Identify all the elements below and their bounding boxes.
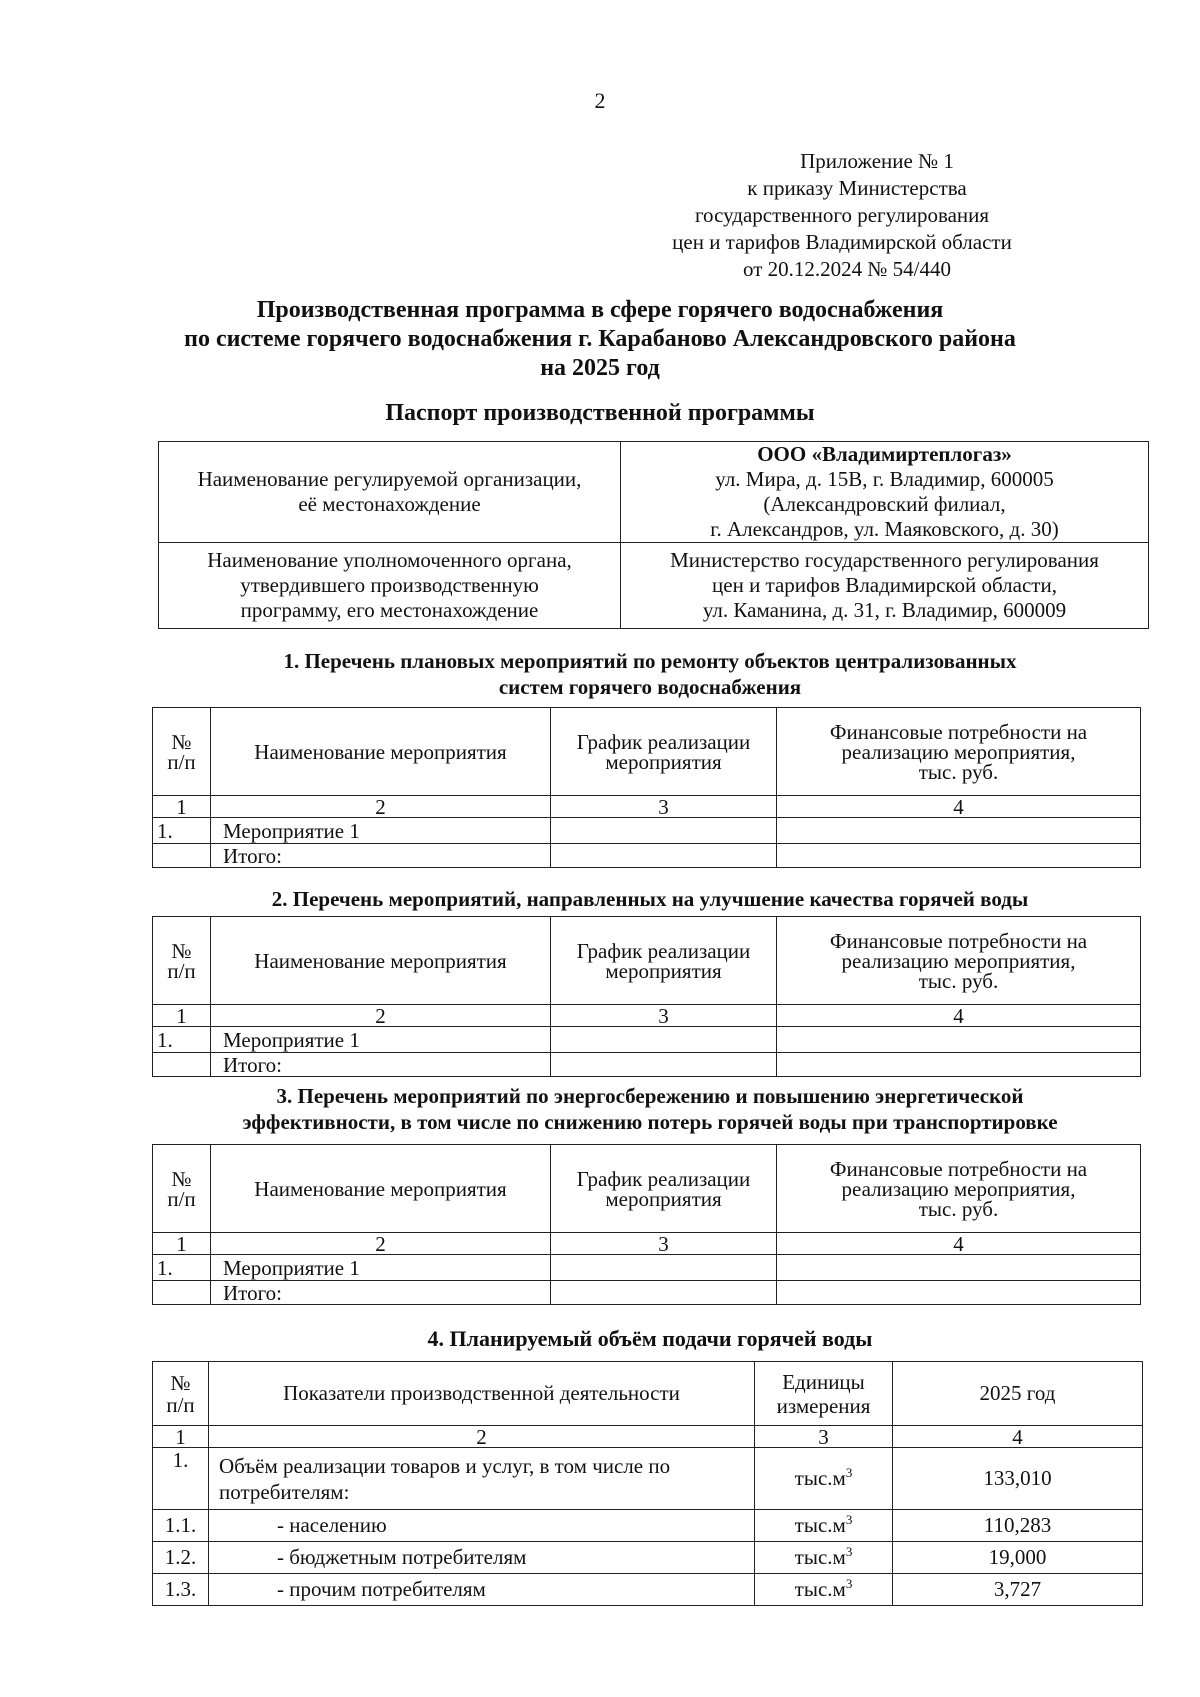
table-header-row: [153, 917, 1141, 1005]
cell-text: ул. Мира, д. 15В, г. Владимир, 600005: [715, 467, 1054, 491]
column-number: 3: [551, 796, 777, 818]
table-cell: [159, 442, 621, 543]
header-name: Наименование мероприятия: [211, 708, 551, 796]
section-3-table: [152, 1144, 1141, 1305]
column-number: 4: [777, 1005, 1141, 1027]
row-value: 19,000: [893, 1542, 1143, 1574]
empty-cell: [551, 844, 777, 868]
header-schedule: График реализации мероприятия: [551, 1145, 777, 1233]
table-row: [153, 844, 1141, 868]
header-num: № п/п: [153, 708, 211, 796]
section-4-title: 4. Планируемый объём подачи горячей воды: [427, 1326, 873, 1351]
column-number: 1: [153, 1005, 211, 1027]
header-indicator: Показатели производственной деятельности: [209, 1362, 755, 1426]
cell-text: утвердившего производственную: [240, 573, 539, 597]
table-row: [153, 1542, 1143, 1574]
table-header-row: [153, 708, 1141, 796]
column-number: 3: [755, 1426, 893, 1448]
row-unit: $тыс.м^3$: [755, 1542, 893, 1574]
row-unit: $тыс.м^3$: [755, 1574, 893, 1606]
section-2-title: [150, 886, 1150, 912]
table-header-row: [153, 1145, 1141, 1233]
row-name: Мероприятие 1: [211, 1027, 551, 1053]
column-number-row: [153, 1005, 1141, 1027]
row-number: 1.: [153, 1448, 209, 1510]
header-name: Наименование мероприятия: [211, 1145, 551, 1233]
cell-text: цен и тарифов Владимирской области,: [712, 573, 1057, 597]
empty-cell: [777, 1053, 1141, 1077]
empty-cell: [551, 1255, 777, 1281]
cell-text: г. Александров, ул. Маяковского, д. 30): [710, 517, 1059, 541]
column-number: 1: [153, 796, 211, 818]
row-number: 1.1.: [153, 1510, 209, 1542]
cell-text: программу, его местонахождение: [240, 598, 539, 622]
row-value: 3,727: [893, 1574, 1143, 1606]
column-number: 3: [551, 1233, 777, 1255]
row-value: 133,010: [893, 1448, 1143, 1510]
section-1-title: [150, 648, 1150, 700]
row-name: - прочим потребителям: [209, 1574, 755, 1606]
empty-cell: [551, 1281, 777, 1305]
title-line: на 2025 год: [540, 355, 660, 381]
total-label: Итого:: [211, 1053, 551, 1077]
header-num: № п/п: [153, 1145, 211, 1233]
table-header-row: [153, 1362, 1143, 1426]
header-finance: Финансовые потребности на реализацию мероприятия, тыс. руб.: [777, 1145, 1141, 1233]
header-name: Наименование мероприятия: [211, 917, 551, 1005]
column-number: 3: [551, 1005, 777, 1027]
cell-text: (Александровский филиал,: [763, 492, 1006, 516]
cell-text: её местонахождение: [298, 492, 481, 516]
table-row: [159, 543, 1149, 629]
table-cell: [159, 543, 621, 629]
column-number-row: [153, 1233, 1141, 1255]
organization-name: ООО «Владимиртеплогаз»: [757, 442, 1012, 466]
empty-cell: [777, 844, 1141, 868]
appendix-line: от 20.12.2024 № 54/440: [742, 257, 952, 281]
row-number: 1.: [153, 1255, 211, 1281]
row-unit: $тыс.м^3$: [755, 1510, 893, 1542]
empty-cell: [153, 1281, 211, 1305]
appendix-line: к приказу Министерства: [747, 176, 967, 200]
title-line: Производственная программа в сфере горячего водоснабжения: [256, 297, 944, 323]
row-name: - населению: [209, 1510, 755, 1542]
title-line: систем горячего водоснабжения: [498, 675, 802, 699]
cell-text: Наименование уполномоченного органа,: [207, 548, 572, 572]
table-row: [153, 1448, 1143, 1510]
table-cell: [621, 442, 1149, 543]
row-name: Мероприятие 1: [211, 818, 551, 844]
column-number: 1: [153, 1233, 211, 1255]
title-line: 2. Перечень мероприятий, направленных на улучшение качества горячей воды: [271, 887, 1029, 911]
section-4-table: [152, 1361, 1143, 1606]
table-row: [153, 1574, 1143, 1606]
table-cell: [621, 543, 1149, 629]
table-row: [153, 1510, 1143, 1542]
table-row: [153, 1053, 1141, 1077]
total-label: Итого:: [211, 1281, 551, 1305]
column-number-row: [153, 1426, 1143, 1448]
total-label: Итого:: [211, 844, 551, 868]
cell-text: ул. Каманина, д. 31, г. Владимир, 600009: [702, 598, 1067, 622]
table-row: [153, 1281, 1141, 1305]
table-row: [153, 1255, 1141, 1281]
table-row: [153, 1027, 1141, 1053]
title-line: 1. Перечень плановых мероприятий по ремонту объектов централизованных: [283, 649, 1017, 673]
column-number: 4: [893, 1426, 1143, 1448]
empty-cell: [551, 1053, 777, 1077]
empty-cell: [777, 818, 1141, 844]
column-number: 1: [153, 1426, 209, 1448]
column-number-row: [153, 796, 1141, 818]
cell-text: Министерство государственного регулирования: [670, 548, 1099, 572]
row-number: 1.: [153, 818, 211, 844]
column-number: 4: [777, 796, 1141, 818]
appendix-line: Приложение № 1: [800, 149, 954, 173]
empty-cell: [153, 844, 211, 868]
column-number: 4: [777, 1233, 1141, 1255]
table-row: [159, 442, 1149, 543]
row-value: 110,283: [893, 1510, 1143, 1542]
empty-cell: [777, 1281, 1141, 1305]
document-title: [100, 296, 1100, 383]
header-num: № п/п: [153, 1362, 209, 1426]
row-name: Объём реализации товаров и услуг, в том числе по потребителям:: [209, 1448, 755, 1510]
passport-table: [158, 441, 1149, 629]
row-unit: $тыс.м^3$: [755, 1448, 893, 1510]
title-line: 3. Перечень мероприятий по энергосбережению и повышению энергетической: [276, 1084, 1024, 1108]
row-name: Мероприятие 1: [211, 1255, 551, 1281]
appendix-line: цен и тарифов Владимирской области: [672, 230, 1012, 254]
empty-cell: [551, 818, 777, 844]
column-number: 2: [211, 1233, 551, 1255]
header-unit: Единицы измерения: [755, 1362, 893, 1426]
section-3-title: [140, 1083, 1160, 1135]
appendix-line: государственного регулирования: [694, 203, 990, 227]
column-number: 2: [211, 796, 551, 818]
title-line: по системе горячего водоснабжения г. Карабаново Александровского района: [184, 326, 1016, 352]
empty-cell: [777, 1255, 1141, 1281]
appendix-block: [612, 148, 1072, 283]
section-1-table: [152, 707, 1141, 868]
page-number: 2: [594, 88, 606, 113]
section-2-table: [152, 916, 1141, 1077]
column-number: 2: [209, 1426, 755, 1448]
row-number: 1.: [153, 1027, 211, 1053]
title-line: эффективности, в том числе по снижению потерь горячей воды при транспортировке: [242, 1110, 1058, 1134]
empty-cell: [777, 1027, 1141, 1053]
header-schedule: График реализации мероприятия: [551, 917, 777, 1005]
header-year: 2025 год: [893, 1362, 1143, 1426]
empty-cell: [153, 1053, 211, 1077]
header-num: № п/п: [153, 917, 211, 1005]
passport-title: Паспорт производственной программы: [385, 400, 815, 426]
header-schedule: График реализации мероприятия: [551, 708, 777, 796]
row-number: 1.3.: [153, 1574, 209, 1606]
cell-text: Наименование регулируемой организации,: [197, 467, 582, 491]
empty-cell: [551, 1027, 777, 1053]
column-number: 2: [211, 1005, 551, 1027]
table-row: [153, 818, 1141, 844]
header-finance: Финансовые потребности на реализацию мероприятия, тыс. руб.: [777, 917, 1141, 1005]
header-finance: Финансовые потребности на реализацию мероприятия, тыс. руб.: [777, 708, 1141, 796]
row-name: - бюджетным потребителям: [209, 1542, 755, 1574]
row-number: 1.2.: [153, 1542, 209, 1574]
